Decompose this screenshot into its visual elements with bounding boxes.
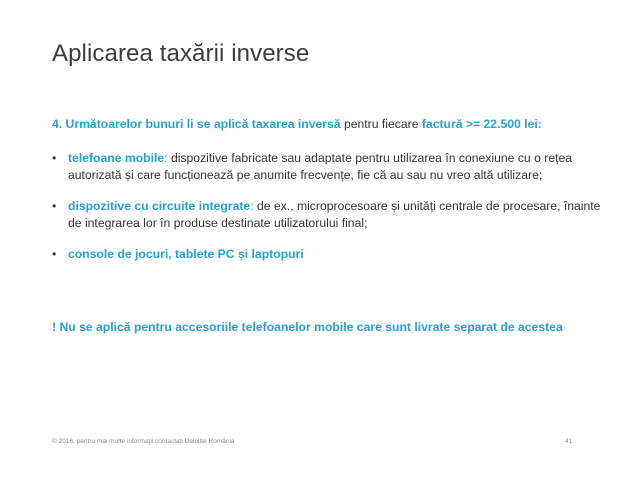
page-number: 41 bbox=[565, 438, 573, 445]
footer-copyright: © 2016, pentru mai multe informații contactați Deloitte România bbox=[52, 438, 235, 445]
warning-note: ! Nu se aplică pentru accesoriile telefoanelor mobile care sunt livrate separat de acestea bbox=[52, 320, 563, 334]
bullet-icon: • bbox=[52, 199, 57, 213]
bullet-list bbox=[52, 150, 612, 263]
bullet-term: telefoane mobile bbox=[68, 151, 165, 165]
list-item bbox=[52, 150, 612, 184]
bullet-term: console de jocuri, tablete PC și laptopuri bbox=[68, 247, 304, 261]
slide-content bbox=[52, 116, 612, 263]
list-item bbox=[52, 198, 612, 232]
bullet-term: dispozitive cu circuite integrate bbox=[68, 199, 251, 213]
bullet-icon: • bbox=[52, 247, 57, 261]
list-item bbox=[52, 246, 612, 263]
intro-highlight: factură >= 22.500 lei: bbox=[421, 117, 542, 131]
bullet-sep: : bbox=[250, 199, 257, 213]
bullet-text: de ex., microprocesoare și unități centrale de procesare, înainte de integrarea lor în produse destinate utilizatorului final; bbox=[68, 199, 601, 230]
bullet-icon: • bbox=[52, 151, 57, 165]
intro-paragraph bbox=[52, 116, 612, 133]
page-title: Aplicarea taxării inverse bbox=[52, 40, 310, 67]
bullet-text: dispozitive fabricate sau adaptate pentru utilizarea în conexiune cu o rețea autorizată și care funcționează pe anumite frecvențe, fie că au sau nu vreo altă utilizare; bbox=[68, 151, 573, 182]
bullet-sep: : bbox=[164, 151, 171, 165]
intro-middle: pentru fiecare bbox=[340, 117, 422, 131]
intro-lead: 4. Următoarelor bunuri li se aplică taxarea inversă bbox=[52, 117, 341, 131]
